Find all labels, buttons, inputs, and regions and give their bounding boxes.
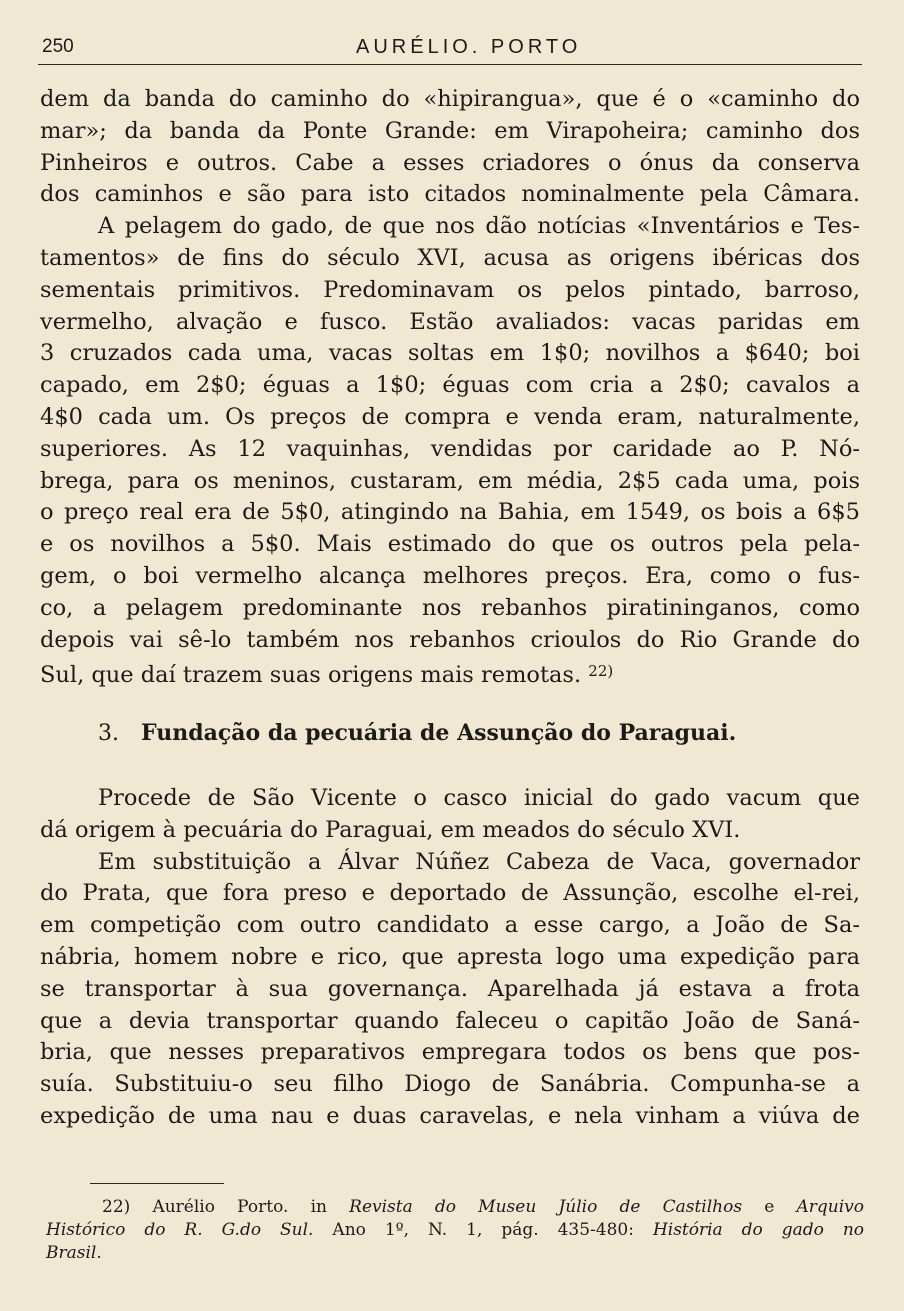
text-line: depois vai sê-lo também nos rebanhos crioulos do Rio Grande do — [40, 626, 860, 653]
footnote-divider — [90, 1183, 224, 1184]
text-line: A pelagem do gado, de que nos dão notícias «Inventários e Tes- — [98, 213, 860, 240]
text-line: suía. Substituiu-o seu filho Diogo de Sanábria. Compunha-se a — [40, 1071, 860, 1098]
text-line: que a devia transportar quando faleceu o capitão João de Saná- — [40, 1007, 860, 1034]
section-title: Fundação da pecuária de Assunção do Paraguai. — [141, 720, 737, 746]
page-number: 250 — [42, 36, 74, 57]
footnote-author: Aurélio Porto. in — [152, 1197, 327, 1217]
text-line-content: Sul, que daí trazem suas origens mais remotas. — [40, 662, 582, 689]
text-line: em competição com outro candidato a esse cargo, a João de Sa- — [40, 912, 860, 939]
section-number: 3. — [98, 721, 119, 746]
text-line: e os novilhos a 5$0. Mais estimado do que os outros pela pela- — [40, 531, 860, 558]
page-header — [38, 36, 862, 65]
footnote-line — [46, 1196, 864, 1219]
running-head: AURÉLIO. PORTO — [356, 36, 582, 58]
text-line: dem da banda do caminho do «hipirangua», que é o «caminho do — [40, 86, 860, 112]
footnote-article-title: História do gado no — [652, 1220, 864, 1240]
paragraph-block-1 — [40, 84, 860, 688]
footnote-reference: 22) — [588, 662, 614, 681]
footnote-line — [46, 1242, 864, 1265]
text-line: brega, para os meninos, custaram, em média, 2$5 cada uma, pois — [40, 467, 860, 494]
text-line — [40, 656, 860, 688]
text-line: bria, que nesses preparativos empregara todos os bens que pos- — [40, 1039, 860, 1066]
paragraph-block-2 — [40, 783, 860, 1133]
text-line: se transportar à sua governança. Aparelhada já estava a frota — [40, 975, 860, 1002]
text-line: o preço real era de 5$0, atingindo na Bahia, em 1549, os bois a 6$5 — [40, 499, 860, 526]
text-line: dá origem à pecuária do Paraguai, em meados do século XVI. — [40, 816, 741, 843]
section-heading — [98, 720, 736, 746]
text-line: 3 cruzados cada uma, vacas soltas em 1$0; novilhos a $640; boi — [40, 340, 860, 367]
footnote-line — [46, 1219, 864, 1242]
text-line: dos caminhos e são para isto citados nominalmente pela Câmara. — [40, 181, 860, 208]
text-line: 4$0 cada um. Os preços de compra e venda eram, naturalmente, — [40, 403, 860, 430]
text-line: Procede de São Vicente o casco inicial do gado vacum que — [98, 785, 860, 811]
footnote — [46, 1196, 864, 1265]
footnote-conjunction: e — [764, 1197, 775, 1217]
text-line: superiores. As 12 vaquinhas, vendidas por caridade ao P. Nó- — [40, 435, 860, 462]
text-line: tamentos» de fins do século XVI, acusa as origens ibéricas dos — [40, 244, 860, 271]
text-line: sementais primitivos. Predominavam os pelos pintado, barroso, — [40, 276, 860, 303]
text-line: mar»; da banda da Ponte Grande: em Virapoheira; caminho dos — [40, 117, 860, 144]
text-line: vermelho, alvação e fusco. Estão avaliados: vacas paridas em — [40, 308, 860, 335]
footnote-article-title-cont: Brasil. — [46, 1243, 102, 1263]
text-line: nábria, homem nobre e rico, que apresta logo uma expedição para — [40, 943, 860, 970]
text-line: co, a pelagem predominante nos rebanhos piratininganos, como — [40, 594, 860, 621]
text-line: gem, o boi vermelho alcança melhores preços. Era, como o fus- — [40, 562, 860, 589]
text-line: Em substituição a Álvar Núñez Cabeza de Vaca, governador — [98, 848, 860, 875]
footnote-journal: Revista do Museu Júlio de Castilhos — [349, 1197, 743, 1217]
text-line: capado, em 2$0; éguas a 1$0; éguas com cria a 2$0; cavalos a — [40, 372, 860, 399]
text-line: do Prata, que fora preso e deportado de Assunção, escolhe el-rei, — [40, 880, 860, 907]
text-line: Pinheiros e outros. Cabe a esses criadores o ónus da conserva — [40, 149, 860, 176]
footnote-journal-cont: Histórico do R. G.do Sul. — [46, 1220, 314, 1240]
text-line: expedição de uma nau e duas caravelas, e nela vinham a viúva de — [40, 1102, 860, 1129]
footnote-journal-cont: Arquivo — [796, 1197, 864, 1217]
footnote-reference-detail: Ano 1º, N. 1, pág. 435-480: — [332, 1220, 634, 1240]
footnote-marker: 22) — [102, 1197, 131, 1217]
